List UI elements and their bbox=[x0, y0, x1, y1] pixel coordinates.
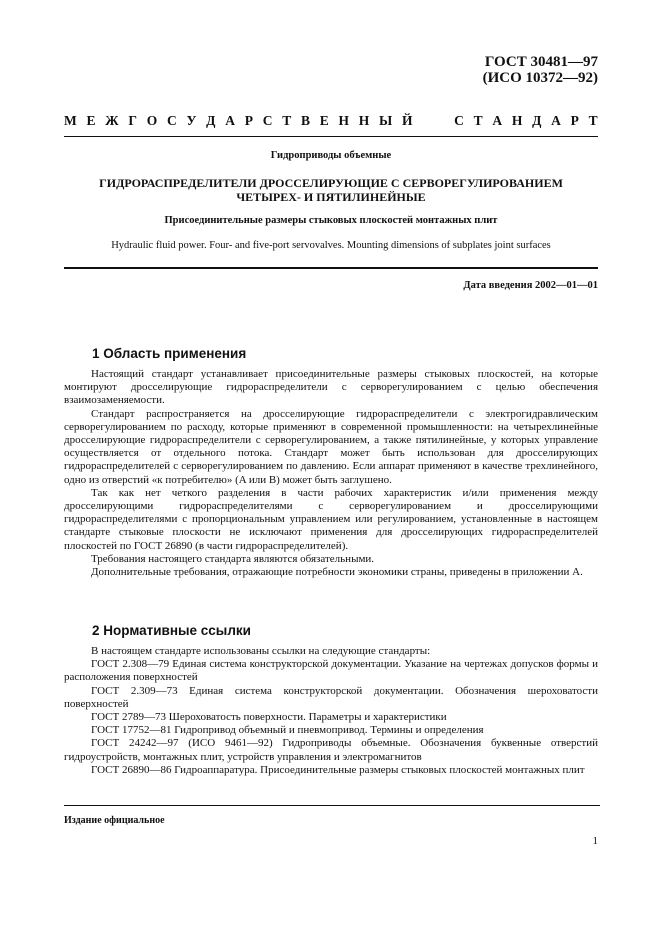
standard-number bbox=[483, 54, 598, 86]
paragraph: Требования настоящего стандарта являются обязательными. bbox=[91, 552, 375, 565]
banner-letter: Ж bbox=[105, 113, 119, 128]
main-title-line1: ГИДРОРАСПРЕДЕЛИТЕЛИ ДРОССЕЛИРУЮЩИЕ С СЕРВОРЕГУЛИРОВАНИЕМ bbox=[99, 176, 563, 190]
main-title-line2: ЧЕТЫРЕХ- И ПЯТИЛИНЕЙНЫЕ bbox=[236, 189, 426, 204]
banner-letter: В bbox=[300, 113, 310, 128]
banner-letter: Д bbox=[532, 113, 542, 128]
banner-letter: А bbox=[492, 113, 503, 128]
paragraph: Так как нет четкого разделения в части рабочих характеристик и/или применения между дросселирующими гидрораспределителями с серворегулированием и дросселирующими гидрораспределителями с пропорциональным управлением или регулированием, установленные в настоящем стандарте стыковые плоскости не исключают применения для дросселирующих гидрораспределителей плоскостей по ГОСТ 26890 (в части гидрораспределителей). bbox=[64, 486, 598, 552]
section-1-body bbox=[64, 368, 598, 579]
page-number: 1 bbox=[592, 835, 598, 847]
banner-letter: С bbox=[166, 113, 177, 128]
banner-letter: С bbox=[454, 113, 464, 128]
reference-item: ГОСТ 26890—86 Гидроаппаратура. Присоединительные размеры стыковых плоскостей монтажных плит bbox=[91, 763, 585, 776]
section-2-body bbox=[64, 645, 598, 777]
banner-letter: Т bbox=[588, 113, 598, 128]
banner-letter: Н bbox=[338, 113, 350, 128]
banner-letter: Г bbox=[128, 113, 137, 128]
paragraph: В настоящем стандарте использованы ссылки на следующие стандарты: bbox=[91, 645, 431, 657]
banner-letter: О bbox=[146, 113, 158, 128]
banner-letter: А bbox=[225, 113, 235, 128]
english-title: Hydraulic fluid power. Four- and five-port servovalves. Mounting dimensions of subplates joint surfaces bbox=[111, 240, 551, 251]
reference-item: ГОСТ 2789—73 Шероховатость поверхности. Параметры и характеристики bbox=[91, 711, 447, 724]
paragraph: Стандарт распространяется на дросселирующие гидрораспределители с электрогидравлическим серворегулированием по расходу, которые применяют в современной промышленности: на четырехлинейные дросселирующие гидрораспределители с серворегулированием, а также пятилинейные, у которых управление осуществляется от отдельного потока. Стандарт может быть использован для дросселирующих гидрораспределителей с серворегулированием по давлению. Если аппарат применяют в качестве трехлинейного, одно из отверстий «к потребителю» (A или B) может быть заглушено. bbox=[64, 407, 598, 486]
interstate-standard-banner bbox=[64, 113, 598, 129]
banner-letter: А bbox=[551, 113, 561, 128]
banner-letter: Т bbox=[282, 113, 292, 128]
banner-letter: Т bbox=[473, 113, 483, 128]
subtitle: Присоединительные размеры стыковых плоскостей монтажных плит bbox=[164, 215, 498, 226]
banner-letter: Е bbox=[319, 113, 329, 128]
banner-letter: Н bbox=[358, 113, 370, 128]
section-2-heading: 2 Нормативные ссылки bbox=[92, 623, 251, 638]
reference-item: ГОСТ 17752—81 Гидропривод объемный и пневмопривод. Термины и определения bbox=[91, 724, 484, 737]
paragraph: Настоящий стандарт устанавливает присоединительные размеры стыковых плоскостей, на которые монтируют дросселирующие гидрораспределители с серворегулированием с целью обеспечения взаимозаменяемости. bbox=[64, 368, 598, 407]
title-divider bbox=[64, 267, 598, 269]
standard-number-gost: ГОСТ 30481—97 bbox=[484, 54, 598, 70]
banner-letter: С bbox=[262, 113, 273, 128]
main-title bbox=[64, 177, 598, 204]
section-1-heading: 1 Область применения bbox=[92, 346, 247, 361]
banner-letter: Ы bbox=[379, 113, 393, 128]
banner-letter: М bbox=[64, 113, 77, 128]
banner-letter: У bbox=[186, 113, 197, 128]
banner-letter: Й bbox=[402, 113, 413, 128]
reference-item: ГОСТ 2.308—79 Единая система конструкторской документации. Указание на чертежах допусков формы и расположения поверхностей bbox=[64, 658, 598, 684]
banner-letter: Р bbox=[570, 113, 579, 128]
banner-letter: Е bbox=[86, 113, 96, 128]
banner-letter: Н bbox=[511, 113, 523, 128]
banner-letter: Р bbox=[244, 113, 253, 128]
official-edition-label: Издание официальное bbox=[64, 815, 165, 826]
reference-item: ГОСТ 2.309—73 Единая система конструкторской документации. Обозначения шероховатости поверхностей bbox=[64, 684, 598, 710]
footer-divider bbox=[64, 805, 600, 806]
paragraph: Дополнительные требования, отражающие потребности экономики страны, приведены в приложении А. bbox=[91, 566, 583, 579]
standard-number-iso: (ИСО 10372—92) bbox=[482, 70, 598, 86]
banner-word-gap bbox=[422, 113, 444, 129]
reference-item: ГОСТ 24242—97 (ИСО 9461—92) Гидроприводы объемные. Обозначения буквенные отверстий гидроустройств, монтажных плит, устройств управления и электромагнитов bbox=[64, 737, 598, 763]
header-divider bbox=[64, 136, 598, 137]
introduction-date: Дата введения 2002—01—01 bbox=[463, 280, 598, 291]
topic-title: Гидроприводы объемные bbox=[270, 150, 392, 161]
banner-letter: Д bbox=[206, 113, 216, 128]
